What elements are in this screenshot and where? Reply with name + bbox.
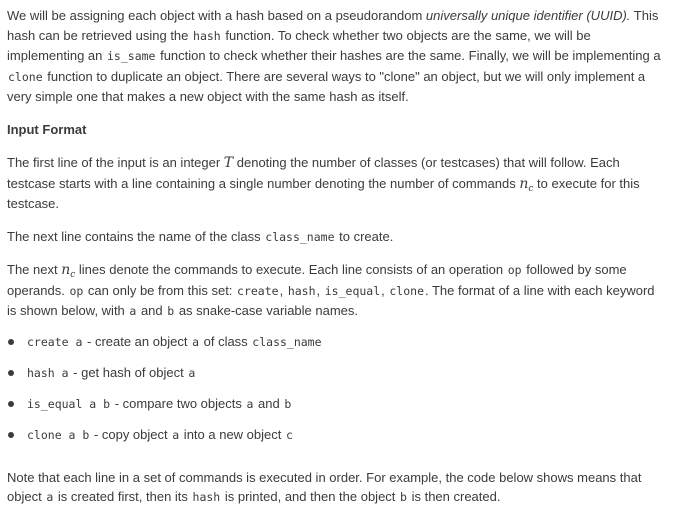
command-code: hash a — [27, 365, 69, 380]
op-code: op — [507, 263, 522, 277]
list-item: hash a - get hash of object a — [7, 363, 665, 394]
list-item: create a - create an object a of class class_name — [7, 332, 665, 363]
uuid-emphasis: universally unique identifier (UUID). — [425, 8, 631, 23]
command-code: is_equal a b — [27, 396, 111, 411]
clone-code: clone — [8, 69, 43, 84]
list-item: is_equal a b - compare two objects a and b — [7, 394, 665, 425]
command-list — [7, 332, 665, 456]
input-format-paragraph-2: The next line contains the name of the class class_name to create. — [7, 228, 394, 244]
bullet-icon — [8, 432, 14, 438]
op-code: op — [69, 283, 84, 298]
math-T: T — [223, 155, 234, 171]
input-format-paragraph-3: The next $n_c$ lines denote the commands to execute. Each line consists of an operation op followed by some operands. op can only be from this set: create, hash, is_equal, clone. The format of a line with each keyword is shown below, with a and b as snake-case variable names. — [7, 262, 655, 318]
hash-keyword: hash — [287, 283, 316, 298]
list-item: clone a b - copy object a into a new object c — [7, 425, 665, 456]
input-format-paragraph-1: The first line of the input is an integer T denoting the number of classes (or testcases) that will follow. Each testcase starts with a line containing a single number denoting the number of commands $n_c$ to execute for this testcase. — [7, 155, 640, 211]
math-nc: $n_c$ — [519, 175, 534, 194]
input-format-heading: Input Format — [7, 121, 87, 137]
clone-keyword: clone — [389, 283, 424, 298]
command-code: clone a b — [27, 427, 90, 442]
var-a-code: a — [129, 304, 137, 318]
class-name-code: class_name — [265, 229, 335, 244]
bullet-icon — [8, 339, 14, 345]
note-paragraph: Note that each line in a set of commands is executed in order. For example, the code below shows means that object a is created first, then its hash is printed, and then the object b is then created. — [7, 469, 642, 504]
command-code: create a — [27, 334, 83, 349]
intro-paragraph: We will be assigning each object with a hash based on a pseudorandom universally unique identifier (UUID). This hash can be retrieved using the hash function. To check whether two objects are the same, we will be implementing an is_same function to check whether their hashes are the same. Finally, we will be implementing a clone function to duplicate an object. There are several ways to "clone" an object, but we will only implement a very simple one that makes a new object with the same hash as itself. — [7, 8, 661, 104]
bullet-icon — [8, 370, 14, 376]
is-same-code: is_same — [107, 49, 156, 63]
var-b-code: b — [167, 304, 175, 318]
math-nc: $n_c$ — [61, 262, 76, 280]
create-keyword: create — [237, 283, 279, 298]
is-equal-keyword: is_equal — [324, 283, 381, 298]
bullet-icon — [8, 401, 14, 407]
hash-code: hash — [193, 28, 221, 43]
